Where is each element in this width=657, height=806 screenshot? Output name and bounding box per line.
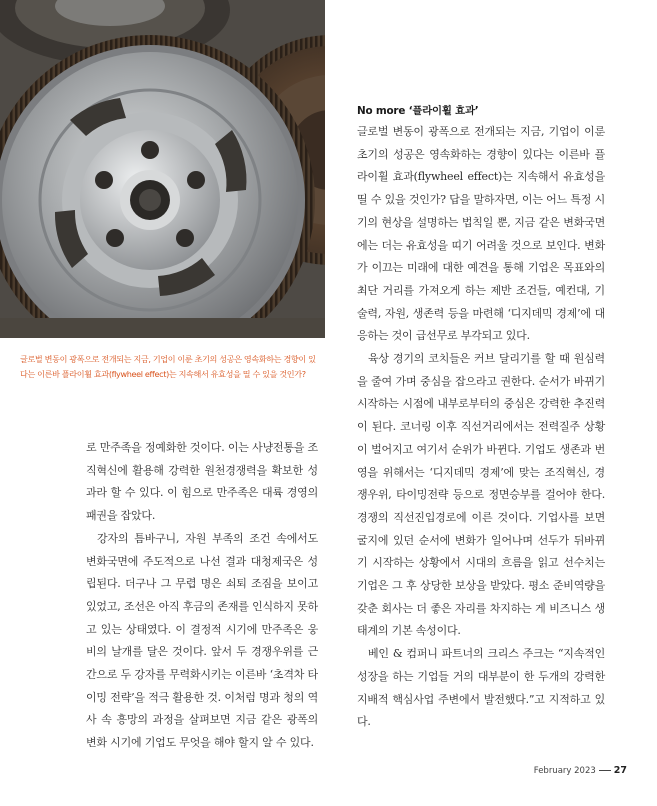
right-paragraph-1: 글로벌 변동이 광폭으로 전개되는 지금, 기업이 이룬 초기의 성공은 영속화하는 경향이 있다는 이른바 플라이휠 효과(flywheel effect)는 지속해서 유효성을 띨 수 있을 것인가? 답을 말하자면, 이는 어느 특정 시기의 현상을 설명하는 법칙일 뿐, 지금 같은 변화국면에는 더는 유효성을 띠기 어려울 것으로 보인다. 변화가 이끄는 미래에 대한 예견을 통해 기업은 목표와의 최단 거리를 가져오게 하는 제반 조건들, 예컨대, 기술력, 자원, 생존력 등을 마련해 ‘디지데믹 경제’에 대응하는 것이 급선무로 부각되고 있다.: [357, 125, 605, 343]
right-paragraph-3: 베인 & 컴퍼니 파트너의 크리스 주크는 “지속적인 성장을 하는 기업들 거의 대부분이 한 두개의 강력한 지배적 핵심사업 주변에서 발전했다.”고 지적하고 있다.: [357, 647, 605, 729]
left-column: [86, 437, 318, 755]
page-footer: [534, 765, 627, 776]
issue-date: February 2023: [533, 765, 596, 776]
left-paragraph-1: 로 만주족을 정예화한 것이다. 이는 사냥전통을 조직혁신에 활용해 강력한 원천경쟁력을 확보한 성과라 할 수 있다. 이 힘으로 만주족은 대륙 경영의 패권을 잡았다.: [86, 441, 318, 523]
footer-rule: [599, 770, 611, 771]
right-column: [357, 101, 605, 734]
page-number: 27: [613, 765, 627, 776]
photo-caption: 글로벌 변동이 광폭으로 전개되는 지금, 기업이 이룬 초기의 성공은 영속화하는 경향이 있다는 이른바 플라이휠 효과(flywheel effect)는 지속해서 유효성을 띨 수 있을 것인가?: [20, 354, 316, 379]
right-paragraph-2: 육상 경기의 코치들은 커브 달리기를 할 때 원심력을 줄여 가며 중심을 잡으라고 권한다. 순서가 바뀌기 시작하는 시점에 내부로부터의 중심은 강력한 추진력이 된다. 코너링 이후 직선거리에서는 전력질주 상황이 벌어지고 여기서 순위가 바뀐다. 기업도 생존과 번영을 위해서는 ‘디지데믹 경제’에 맞는 조직혁신, 경쟁우위, 타이밍전략 등으로 정면승부를 걸어야 한다. 경쟁의 직선진입경로에 이른 것이다. 기업사를 보면 굴지에 있던 순서에 변화가 일어나며 선두가 뒤바뀌기 시작하는 상황에서 시대의 흐름을 읽고 선수치는 기업은 그 후 상당한 보상을 받았다. 평소 준비역량을 갖춘 회사는 더 좋은 자리를 차지하는 게 비즈니스 생태계의 기본 속성이다.: [357, 352, 605, 638]
section-heading: No more ‘플라이휠 효과’: [357, 105, 479, 117]
clutch-flywheel-photo: [0, 0, 325, 338]
left-paragraph-2: 강자의 틈바구니, 자원 부족의 조건 속에서도 변화국면에 주도적으로 나선 결과 대청제국은 성립된다. 더구나 그 무렵 명은 쇠퇴 조짐을 보이고 있었고, 조선은 아직 후금의 존재를 인식하지 못하고 있는 상태였다. 이 결정적 시기에 만주족은 웅비의 날개를 달은 것이다. 앞서 두 경쟁우위를 근간으로 두 강자를 무력화시키는 이른바 ‘초격차 타이밍 전략’을 적극 활용한 것. 이처럼 명과 청의 역사 속 흥망의 과정을 살펴보면 지금 같은 광폭의 변화 시기에 기업도 무엇을 해야 할지 알 수 있다.: [86, 531, 318, 750]
